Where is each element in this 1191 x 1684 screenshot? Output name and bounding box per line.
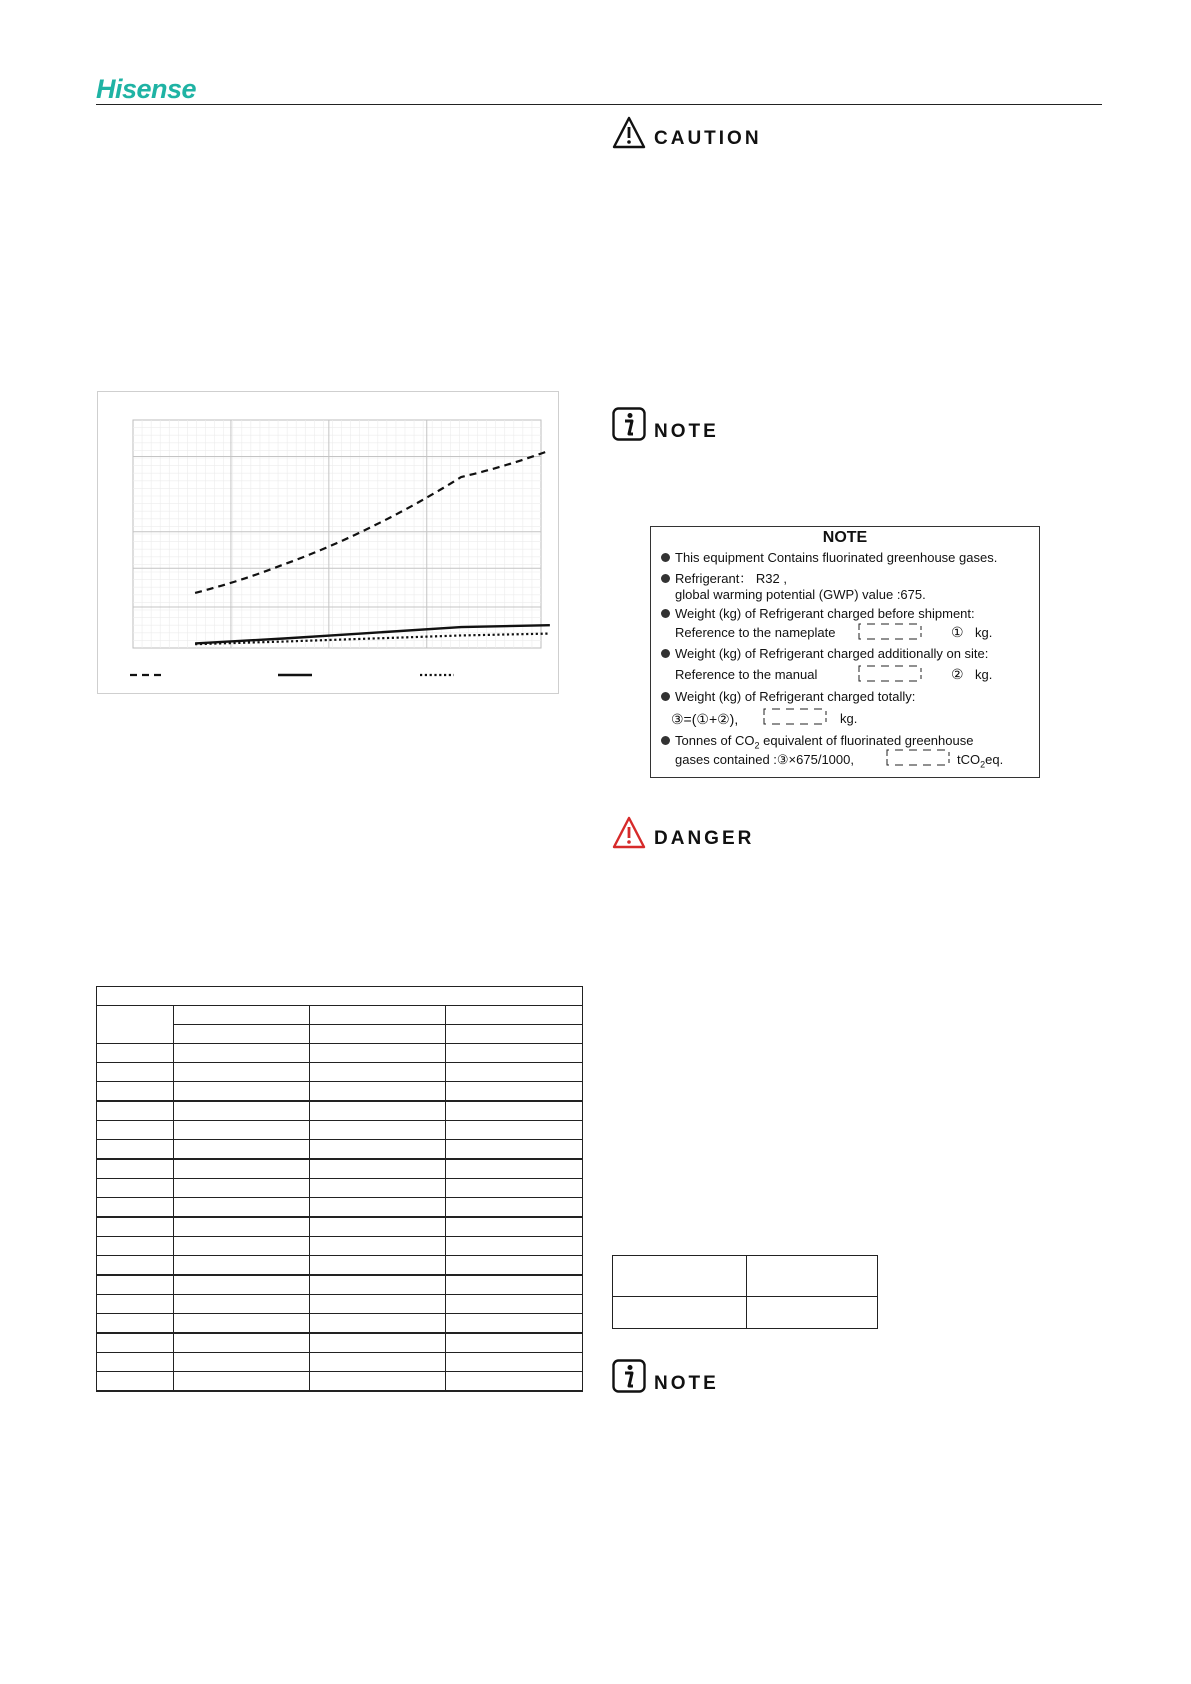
note-line: Reference to the manual: [675, 667, 818, 682]
table-cell: [173, 1198, 309, 1218]
note-line: Refrigerant： R32 ,: [661, 568, 787, 587]
table-cell: [309, 1198, 445, 1218]
table-cell: [309, 1025, 445, 1044]
mark-2: ②: [951, 666, 964, 682]
table-cell: [309, 1140, 445, 1160]
note-label: NOTE: [654, 421, 719, 442]
bullet-icon: [661, 574, 670, 583]
note-line: Reference to the nameplate: [675, 625, 836, 640]
table-cell: [445, 1063, 582, 1082]
danger-label: DANGER: [654, 828, 755, 849]
note-line: Weight (kg) of Refrigerant charged additionally on site:: [661, 646, 988, 661]
table-row: [97, 1179, 583, 1198]
table-row: [97, 1353, 583, 1372]
table-cell: [97, 1121, 174, 1140]
note-line: global warming potential (GWP) value :675.: [675, 587, 926, 602]
bullet-icon: [661, 609, 670, 618]
table-cell: [97, 1237, 174, 1256]
table-cell: [445, 1140, 582, 1160]
table-cell: [173, 1006, 309, 1025]
table-cell: [445, 1217, 582, 1237]
note-label: NOTE: [654, 1373, 719, 1394]
caution-heading: [612, 114, 812, 154]
table-row: [97, 1121, 583, 1140]
mark-1: ①: [951, 624, 964, 640]
table-cell: [173, 1044, 309, 1063]
series-line-dotted: [195, 634, 550, 645]
table-cell: [309, 1333, 445, 1353]
table-row: [97, 1044, 583, 1063]
table-cell: [97, 1082, 174, 1102]
warning-triangle-icon: [612, 116, 646, 150]
table-cell: [173, 1082, 309, 1102]
table-cell: [173, 1333, 309, 1353]
table-cell: [445, 1237, 582, 1256]
table-cell: [173, 1179, 309, 1198]
table-cell: [97, 1353, 174, 1372]
table-cell: [445, 1256, 582, 1276]
table-cell: [747, 1256, 878, 1297]
table-cell: [309, 1256, 445, 1276]
table-cell: [97, 987, 583, 1006]
table-cell: [97, 1333, 174, 1353]
table-row: [97, 1082, 583, 1102]
table-cell: [173, 1256, 309, 1276]
table-cell: [309, 1372, 445, 1392]
table-cell: [97, 1217, 174, 1237]
bullet-icon: [661, 553, 670, 562]
bullet-icon: [661, 736, 670, 745]
note-line: Weight (kg) of Refrigerant charged totally:: [661, 689, 915, 704]
table-cell: [445, 1082, 582, 1102]
table-cell: [173, 1372, 309, 1392]
table-cell: [309, 1353, 445, 1372]
table-row: [97, 1333, 583, 1353]
caution-label: CAUTION: [654, 128, 762, 149]
note-line: This equipment Contains fluorinated greenhouse gases.: [661, 550, 997, 565]
table-cell: [97, 1044, 174, 1063]
note-line: gases contained :③×675/1000,: [675, 752, 854, 767]
table-cell: [445, 1295, 582, 1314]
table-cell: [173, 1237, 309, 1256]
bullet-icon: [661, 649, 670, 658]
table-cell: [445, 1275, 582, 1295]
table-cell: [309, 1121, 445, 1140]
note-line: Weight (kg) of Refrigerant charged before shipment:: [661, 606, 975, 621]
table-cell: [173, 1217, 309, 1237]
unit-kg: kg.: [975, 625, 993, 640]
table-cell: [97, 1006, 174, 1044]
refrigerant-chart: [98, 392, 558, 693]
danger-heading: [612, 814, 812, 854]
table-row: [97, 1372, 583, 1392]
info-icon: [612, 407, 646, 441]
table-row: [97, 1101, 583, 1121]
note-line: ③=(①+②),: [671, 711, 739, 727]
blank-field: [858, 665, 922, 682]
unit-kg: kg.: [840, 711, 858, 726]
table-row: [97, 1256, 583, 1276]
table-cell: [309, 1314, 445, 1334]
chart-frame: [97, 391, 559, 694]
table-cell: [445, 1179, 582, 1198]
table-cell: [97, 1372, 174, 1392]
table-cell: [445, 1198, 582, 1218]
table-cell: [97, 1159, 174, 1179]
table-cell: [173, 1063, 309, 1082]
table-cell: [97, 1256, 174, 1276]
blank-field: [763, 708, 827, 725]
table-row: [97, 1314, 583, 1334]
table-cell: [445, 1314, 582, 1334]
series-line-solid: [195, 625, 550, 643]
table-cell: [309, 1275, 445, 1295]
table-row: [97, 1159, 583, 1179]
note-line: Tonnes of $CO_2$ equivalent of fluorinated greenhouse: [661, 733, 973, 751]
table-row: [97, 1198, 583, 1218]
table-cell: [173, 1121, 309, 1140]
note-heading: [612, 407, 812, 447]
table-row: [97, 1275, 583, 1295]
table-cell: [309, 1044, 445, 1063]
unit-kg: kg.: [975, 667, 993, 682]
note-box-title: NOTE: [822, 529, 868, 546]
note-heading-2: [612, 1359, 812, 1399]
table-cell: [445, 1333, 582, 1353]
table-cell: [445, 1044, 582, 1063]
small-table: [612, 1255, 878, 1329]
table-cell: [173, 1275, 309, 1295]
table-cell: [97, 1140, 174, 1160]
table-cell: [173, 1101, 309, 1121]
table-row: [97, 1140, 583, 1160]
bullet-icon: [661, 692, 670, 701]
table-cell: [309, 1295, 445, 1314]
table-cell: [613, 1256, 747, 1297]
table-cell: [309, 1101, 445, 1121]
table-row: [97, 1295, 583, 1314]
table-row: [97, 1006, 583, 1025]
refrigerant-note-label: [650, 526, 1040, 778]
table-cell: [445, 1372, 582, 1392]
table-row: [97, 987, 583, 1006]
danger-triangle-icon: [612, 816, 646, 850]
table-cell: [173, 1140, 309, 1160]
header-divider: [96, 104, 1102, 105]
table-cell: [97, 1198, 174, 1218]
table-cell: [309, 1179, 445, 1198]
table-cell: [309, 1006, 445, 1025]
table-cell: [173, 1353, 309, 1372]
table-cell: [173, 1295, 309, 1314]
table-cell: [309, 1237, 445, 1256]
table-cell: [445, 1006, 582, 1025]
blank-field: [858, 623, 922, 640]
table-cell: [97, 1063, 174, 1082]
table-cell: [445, 1353, 582, 1372]
table-cell: [445, 1121, 582, 1140]
table-cell: [97, 1275, 174, 1295]
table-cell: [445, 1025, 582, 1044]
table-row: [97, 1063, 583, 1082]
info-icon: [612, 1359, 646, 1393]
table-cell: [613, 1297, 747, 1329]
table-row: [97, 1217, 583, 1237]
data-table: [96, 986, 583, 1392]
table-row: [97, 1237, 583, 1256]
table-cell: [309, 1159, 445, 1179]
blank-field: [886, 749, 950, 766]
table-cell: [173, 1025, 309, 1044]
table-cell: [97, 1314, 174, 1334]
table-cell: [747, 1297, 878, 1329]
table-cell: [173, 1159, 309, 1179]
table-cell: [445, 1159, 582, 1179]
table-cell: [173, 1314, 309, 1334]
series-line-dashed: [195, 450, 550, 593]
brand-logo: Hisense: [96, 74, 197, 104]
table-cell: [309, 1063, 445, 1082]
table-cell: [97, 1101, 174, 1121]
table-cell: [97, 1295, 174, 1314]
unit-tco2eq: tCO$_2$eq.: [957, 752, 1004, 770]
table-cell: [309, 1217, 445, 1237]
table-cell: [97, 1179, 174, 1198]
table-cell: [445, 1101, 582, 1121]
table-cell: [309, 1082, 445, 1102]
